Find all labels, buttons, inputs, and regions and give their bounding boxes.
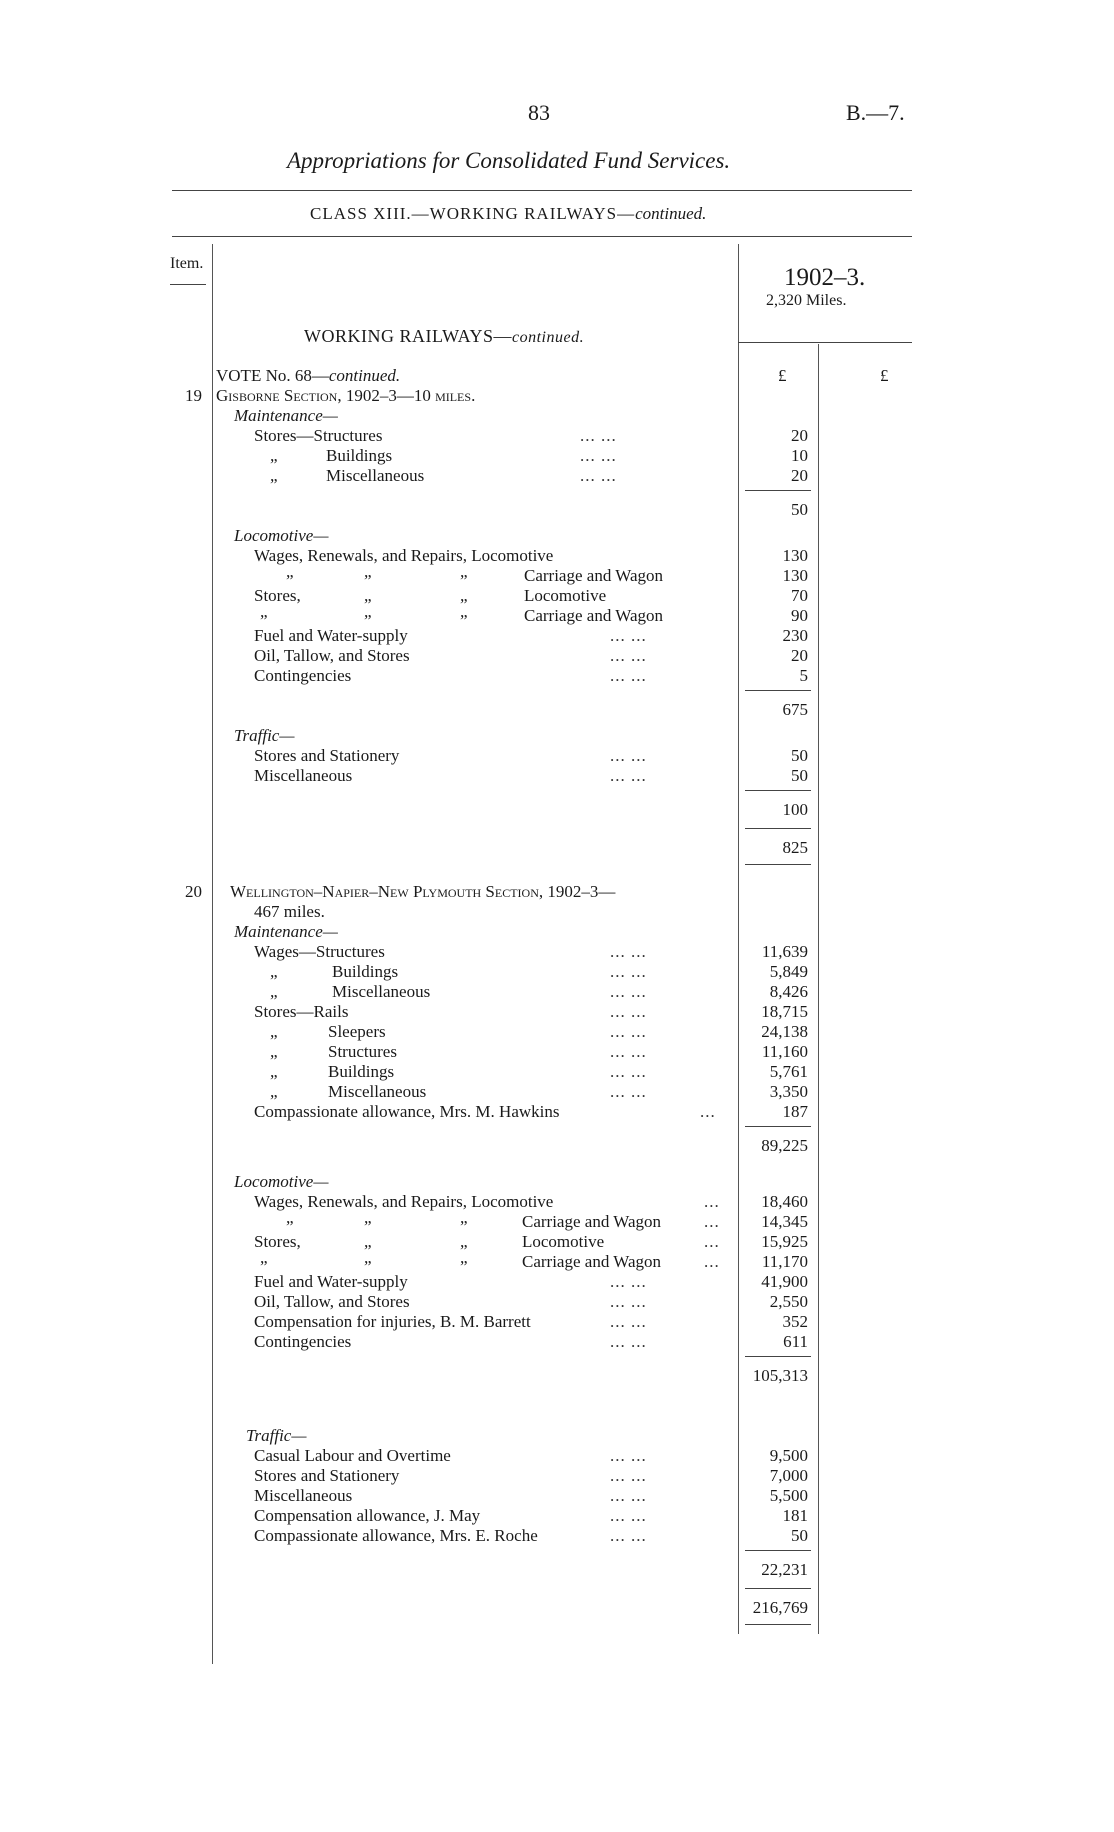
row-amount: 187 [782,1102,808,1121]
leader-dots: ... ... [610,1082,647,1101]
item-20-title-line2: 467 miles. [254,902,325,921]
leader-dots: ... ... [610,1526,647,1545]
row-amount: 14,345 [761,1212,808,1231]
leader-dots: ... ... [610,766,647,785]
row-label: Carriage and Wagon [524,566,663,585]
leader-dots: ... ... [610,1332,647,1351]
total-rule [745,828,811,829]
page-title: Appropriations for Consolidated Fund Services. [287,148,731,173]
row-amount: 50 [791,1526,808,1545]
row-label: Stores—Rails [254,1002,349,1021]
row-amount: 15,925 [761,1232,808,1251]
pound-sign-1: £ [778,366,787,385]
row-label: Miscellaneous [254,766,353,785]
subtotal-amount: 100 [782,800,808,819]
ditto-mark: „ [270,446,278,465]
subtotal-amount: 89,225 [761,1136,808,1155]
leader-dots: ... ... [610,1486,647,1505]
leader-dots: ... ... [610,982,647,1001]
section-heading: WORKING RAILWAYS—continued. [304,326,585,346]
item-number-20: 20 [185,882,202,901]
ditto-mark: „ [270,466,278,485]
row-amount: 611 [783,1332,808,1351]
row-label: Miscellaneous [326,466,425,485]
row-label: Miscellaneous [328,1082,427,1101]
leader-dots: ... ... [610,1272,647,1291]
leader-dots: ... [704,1252,720,1271]
row-label: Contingencies [254,666,352,685]
ditto-mark: „ [364,562,372,581]
row-label: Carriage and Wagon [522,1252,661,1271]
row-label: Structures [328,1042,397,1061]
page-number: 83 [528,100,550,125]
leader-dots: ... ... [610,746,647,765]
ditto-mark: „ [364,602,372,621]
group-heading: Locomotive— [234,526,329,545]
row-amount: 70 [791,586,808,605]
leader-dots: ... [704,1192,720,1211]
class-rule [172,236,912,237]
subtotal-amount: 22,231 [761,1560,808,1579]
row-amount: 24,138 [761,1022,808,1041]
ditto-mark: „ [286,562,294,581]
leader-dots: ... ... [610,1312,647,1331]
row-label: Wages, Renewals, and Repairs, Locomotive [254,546,554,565]
row-label: Fuel and Water-supply [254,1272,408,1291]
row-label: Wages—Structures [254,942,385,961]
row-amount: 90 [791,606,808,625]
item-column-rule [212,244,213,1664]
subtotal-amount: 675 [782,700,808,719]
row-label: Compensation for injuries, B. M. Barrett [254,1312,531,1331]
row-label: Buildings [332,962,399,981]
ditto-mark: „ [270,1042,278,1061]
subtotal-rule [745,490,811,491]
ditto-mark: „ [364,1208,372,1227]
column-heading-rule [738,342,912,343]
row-amount: 11,160 [761,1042,808,1061]
row-label: Stores, [254,1232,301,1251]
leader-dots: ... ... [610,666,647,685]
row-label: Carriage and Wagon [522,1212,661,1231]
row-label: Compensation allowance, J. May [254,1506,481,1525]
row-amount: 11,170 [761,1252,808,1271]
subtotal-rule [745,1356,811,1357]
leader-dots: ... [700,1102,716,1121]
ditto-mark: „ [364,1248,372,1267]
item-total: 825 [782,838,808,857]
ditto-mark: „ [270,1062,278,1081]
subtotal-rule [745,790,811,791]
group-heading: Maintenance— [234,406,338,425]
subtotal-amount: 50 [791,500,808,519]
pound-sign-2: £ [880,366,889,385]
leader-dots: ... ... [610,962,647,981]
row-label: Oil, Tallow, and Stores [254,1292,410,1311]
leader-dots: ... ... [610,626,647,645]
row-label: Buildings [326,446,393,465]
document-reference: B.—7. [846,100,905,125]
item-total: 216,769 [752,1598,808,1617]
ditto-mark: „ [460,1248,468,1267]
total-rule [745,864,811,865]
ditto-mark: „ [460,1232,468,1251]
total-rule [745,1588,811,1589]
row-amount: 181 [782,1506,808,1525]
ditto-mark: „ [364,1232,372,1251]
row-label: Buildings [328,1062,395,1081]
leader-dots: ... ... [580,446,617,465]
row-amount: 3,350 [769,1082,808,1101]
row-amount: 7,000 [769,1466,808,1485]
ditto-mark: „ [286,1208,294,1227]
row-amount: 5,849 [769,962,808,981]
class-heading: CLASS XIII.—WORKING RAILWAYS—continued. [310,204,707,223]
row-amount: 18,715 [761,1002,808,1021]
leader-dots: ... ... [610,1506,647,1525]
leader-dots: ... ... [580,466,617,485]
leader-dots: ... ... [610,1062,647,1081]
subtotal-rule [745,1550,811,1551]
group-heading: Traffic— [246,1426,307,1445]
leader-dots: ... ... [610,1466,647,1485]
row-label: Casual Labour and Overtime [254,1446,451,1465]
row-amount: 20 [791,426,808,445]
row-label: Wages, Renewals, and Repairs, Locomotive [254,1192,554,1211]
item-19-title: Gisborne Section, 1902–3—10 miles. [216,386,476,405]
row-amount: 5,500 [769,1486,808,1505]
row-amount: 9,500 [769,1446,808,1465]
leader-dots: ... [704,1232,720,1251]
row-amount: 41,900 [761,1272,808,1291]
row-amount: 8,426 [769,982,808,1001]
subtotal-rule [745,1126,811,1127]
ditto-mark: „ [260,1248,268,1267]
leader-dots: ... ... [610,1446,647,1465]
item-number-19: 19 [185,386,202,405]
row-amount: 5,761 [769,1062,808,1081]
row-label: Oil, Tallow, and Stores [254,646,410,665]
group-heading: Maintenance— [234,922,338,941]
row-label: Stores and Stationery [254,1466,400,1485]
miles-heading: 2,320 Miles. [766,292,847,309]
ditto-mark: „ [270,962,278,981]
leader-dots: ... ... [610,1022,647,1041]
row-amount: 20 [791,646,808,665]
row-amount: 130 [782,566,808,585]
leader-dots: ... ... [610,942,647,961]
total-rule [745,1624,811,1625]
row-label: Miscellaneous [254,1486,353,1505]
group-heading: Traffic— [234,726,295,745]
group-heading: Locomotive— [234,1172,329,1191]
leader-dots: ... ... [610,1042,647,1061]
subtotal-rule [745,690,811,691]
row-amount: 130 [782,546,808,565]
ditto-mark: „ [270,1082,278,1101]
ditto-mark: „ [460,562,468,581]
row-label: Miscellaneous [332,982,431,1001]
ditto-mark: „ [270,1022,278,1041]
subtotal-amount: 105,313 [752,1366,808,1385]
row-label: Locomotive [524,586,607,605]
ditto-mark: „ [460,1208,468,1227]
leader-dots: ... [704,1212,720,1231]
row-amount: 2,550 [769,1292,808,1311]
ditto-mark: „ [460,586,468,605]
row-label: Sleepers [328,1022,386,1041]
row-label: Locomotive [522,1232,605,1251]
title-rule [172,190,912,191]
ditto-mark: „ [364,586,372,605]
leader-dots: ... ... [610,646,647,665]
row-amount: 11,639 [761,942,808,961]
row-label: Carriage and Wagon [524,606,663,625]
row-label: Compassionate allowance, Mrs. E. Roche [254,1526,538,1545]
row-amount: 230 [782,626,808,645]
item-column-label: Item. [170,255,204,272]
row-label: Stores and Stationery [254,746,400,765]
row-label: Stores, [254,586,301,605]
row-amount: 352 [782,1312,808,1331]
row-amount: 18,460 [761,1192,808,1211]
amount-column-right-rule [818,344,819,1634]
row-amount: 10 [791,446,808,465]
leader-dots: ... ... [580,426,617,445]
year-heading: 1902–3. [784,264,866,291]
row-amount: 50 [791,766,808,785]
row-amount: 5 [799,666,808,685]
row-amount: 50 [791,746,808,765]
item-20-title: Wellington–Napier–New Plymouth Section, 1902–3— [230,882,616,901]
leader-dots: ... ... [610,1292,647,1311]
ditto-mark: „ [460,602,468,621]
vote-heading: VOTE No. 68—continued. [216,366,401,385]
item-label-rule [170,284,206,285]
row-label: Contingencies [254,1332,352,1351]
leader-dots: ... ... [610,1002,647,1021]
row-label: Compassionate allowance, Mrs. M. Hawkins [254,1102,560,1121]
ditto-mark: „ [270,982,278,1001]
row-amount: 20 [791,466,808,485]
ditto-mark: „ [260,602,268,621]
row-label: Stores—Structures [254,426,383,445]
row-label: Fuel and Water-supply [254,626,408,645]
